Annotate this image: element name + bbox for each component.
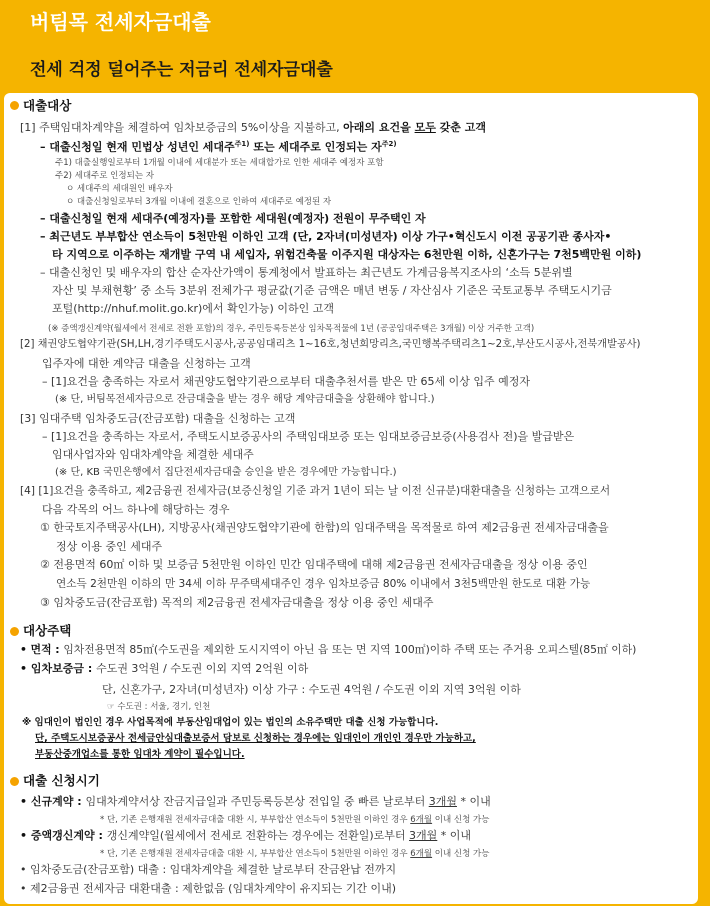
note-2: 주2) 세대주로 인정되는 자 xyxy=(55,171,154,181)
item-4-case3: ③ 임차중도금(잔금포함) 목적의 제2금융권 전세자금대출을 정상 이용 중인 세대주 xyxy=(40,596,434,609)
item-3-note: (※ 단, KB 국민은행에서 집단전세자금대출 승인을 받은 경우에만 가능합니다.) xyxy=(55,467,397,478)
req-adult-householder: – 대출신청일 현재 민법상 성년인 세대주$^{주1)}$ 또는 세대주로 인정되는 자$^{주2)}$ xyxy=(40,140,397,154)
item-4-case1-l1: ① 한국토지주택공사(LH), 지방공사(채권양도협약기관에 한함)의 임대주택을 목적물로 하여 제2금융권 전세자금대출을 xyxy=(40,521,609,534)
timing-new-contract: • 신규계약 : 임대차계약서상 잔금지급일과 주민등록등본상 전입일 중 빠른 날로부터 3개월 * 이내 xyxy=(20,795,491,808)
item-2-note: (※ 단, 버팀목전세자금으로 잔금대출을 받는 경우 해당 계약금대출을 상환해야 합니다.) xyxy=(55,394,435,405)
note-2a: ㅇ 세대주의 세대원인 배우자 xyxy=(66,184,173,194)
timing-midpayment: • 임차중도금(잔금포함) 대출 : 임대차계약을 체결한 날로부터 잔금완납 전까지 xyxy=(20,863,397,876)
timing-refinance: • 제2금융권 전세자금 대환대출 : 제한없음 (임대차계약이 유지되는 기간 이내) xyxy=(20,882,397,895)
req-asset-l1: – 대출신청인 및 배우자의 합산 순자산가액이 통계청에서 발표하는 최근년도 가계금융복지조사의 ‘소득 5분위별 xyxy=(40,266,573,279)
section-title-target: 대출대상 xyxy=(23,98,72,113)
timing-new-note: * 단, 기존 은행재원 전세자금대출 대환 시, 부부합산 연소득이 5천만원 이하인 경우 6개월 이내 신청 가능 xyxy=(100,815,490,825)
item-1: [1] 주택임대차계약을 체결하여 임차보증금의 5%이상을 지불하고, 아래의 요건을 모두 갖춘 고객 xyxy=(20,121,487,134)
item-4-l1: [4] [1]요건을 충족하고, 제2금융권 전세자금(보증신청일 기준 과거 1년이 되는 날 이전 신규분)대환대출을 신청하는 고객으로서 xyxy=(20,485,611,497)
req-income-l1: – 최근년도 부부합산 연소득이 5천만원 이하인 고객 (단, 2자녀(미성년자) 이상 가구•혁신도시 이전 공공기관 종사자• xyxy=(40,230,612,243)
timing-increase-note: * 단, 기존 은행재원 전세자금대출 대환 시, 부부합산 연소득이 5천만원 이하인 경우 6개월 이내 신청 가능 xyxy=(100,849,490,859)
house-deposit-note: ☞ 수도권 : 서울, 경기, 인천 xyxy=(107,702,211,712)
req-asset-l2: 자산 및 부채현황’ 중 소득 3분위 전체가구 평균값(기준 금액은 매년 변동 / 자산심사 기준은 국토교통부 주택도시기금 xyxy=(52,284,612,297)
landlord-warning-2: 단, 주택도시보증공사 전세금안심대출보증서 담보로 신청하는 경우에는 임대인이 개인인 경우만 가능하고, xyxy=(35,733,476,744)
section-title-house: 대상주택 xyxy=(23,623,72,638)
house-area: • 면적 : 임차전용면적 85㎡(수도권을 제외한 도시지역이 아닌 읍 또는 면 지역 100㎡)이하 주택 또는 주거용 오피스텔(85㎡ 이하) xyxy=(20,643,637,656)
note-2b: ㅇ 대출신청일로부터 3개월 이내에 결혼으로 인하여 세대주로 예정된 자 xyxy=(66,197,332,207)
section-bullet-icon xyxy=(10,101,19,110)
note-1: 주1) 대출실행일로부터 1개월 이내에 세대분가 또는 세대합가로 인한 세대주 예정자 포함 xyxy=(55,158,384,168)
section-title-timing: 대출 신청시기 xyxy=(23,773,100,788)
item-2-l1: [2] 채권양도협약기관(SH,LH,경기주택도시공사,공공임대리츠 1~16호,청년희망리츠,국민행복주택리츠1~2호,부산도시공사,전북개발공사) xyxy=(20,339,641,350)
item-3-l2: – [1]요건을 충족하는 자로서, 주택도시보증공사의 주택임대보증 또는 임대보증금보증(사용검사 전)을 발급받은 xyxy=(42,430,575,443)
req-asset-l3: 포털(http://nhuf.molit.go.kr)에서 확인가능) 이하인 고객 xyxy=(52,302,334,315)
item-2-l2: 입주자에 대한 계약금 대출을 신청하는 고객 xyxy=(42,357,251,370)
landlord-warning-1: ※ 임대인이 법인인 경우 사업목적에 부동산임대업이 있는 법인의 소유주택만 대출 신청 가능합니다. xyxy=(22,717,439,728)
landlord-warning-3: 부동산중개업소를 통한 임대차 계약이 필수입니다. xyxy=(35,749,245,760)
section-bullet-icon xyxy=(10,627,19,636)
item-4-l2: 다음 각목의 어느 하나에 해당하는 경우 xyxy=(42,503,230,516)
item-3-l1: [3] 임대주택 임차중도금(잔금포함) 대출을 신청하는 고객 xyxy=(20,412,296,425)
item-4-case1-l2: 정상 이용 중인 세대주 xyxy=(56,540,163,553)
page-title: 버팀목 전세자금대출 xyxy=(30,10,211,34)
item-4-case2-l1: ② 전용면적 60㎡ 이하 및 보증금 5천만원 이하인 민간 임대주택에 대해 제2금융권 전세자금대출을 정상 이용 중인 xyxy=(40,558,588,571)
page-subtitle: 전세 걱정 덜어주는 저금리 전세자금대출 xyxy=(30,60,333,80)
house-deposit-extra: 단, 신혼가구, 2자녀(미성년자) 이상 가구 : 수도권 4억원 / 수도권 이외 지역 3억원 이하 xyxy=(102,683,521,696)
timing-increase-contract: • 증액갱신계약 : 갱신계약일(월세에서 전세로 전환하는 경우에는 전환일)로부터 3개월 * 이내 xyxy=(20,829,472,842)
item-2-l3: – [1]요건을 충족하는 자로서 채권양도협약기관으로부터 대출추천서를 받은 만 65세 이상 입주 예정자 xyxy=(42,375,530,388)
house-deposit: • 임차보증금 : 수도권 3억원 / 수도권 이외 지역 2억원 이하 xyxy=(20,662,309,675)
item-3-l3: 임대사업자와 임대차계약을 체결한 세대주 xyxy=(52,448,254,461)
req-no-house: – 대출신청일 현재 세대주(예정자)를 포함한 세대원(예정자) 전원이 무주택인 자 xyxy=(40,212,426,225)
req-asset-note: (※ 증액갱신계약(월세에서 전세로 전환 포함)의 경우, 주민등록등본상 임차목적물에 1년 (공공임대주택은 3개월) 이상 거주한 고객) xyxy=(48,324,535,334)
section-bullet-icon xyxy=(10,777,19,786)
item-4-case2-l2: 연소득 2천만원 이하의 만 34세 이하 무주택세대주인 경우 임차보증금 80% 이내에서 3천5백만원 한도로 대환 가능 xyxy=(56,578,591,590)
req-income-l2: 타 지역으로 이주하는 재개발 구역 내 세입자, 위험건축물 이주지원 대상자는 6천만원 이하, 신혼가구는 7천5백만원 이하) xyxy=(52,248,642,261)
